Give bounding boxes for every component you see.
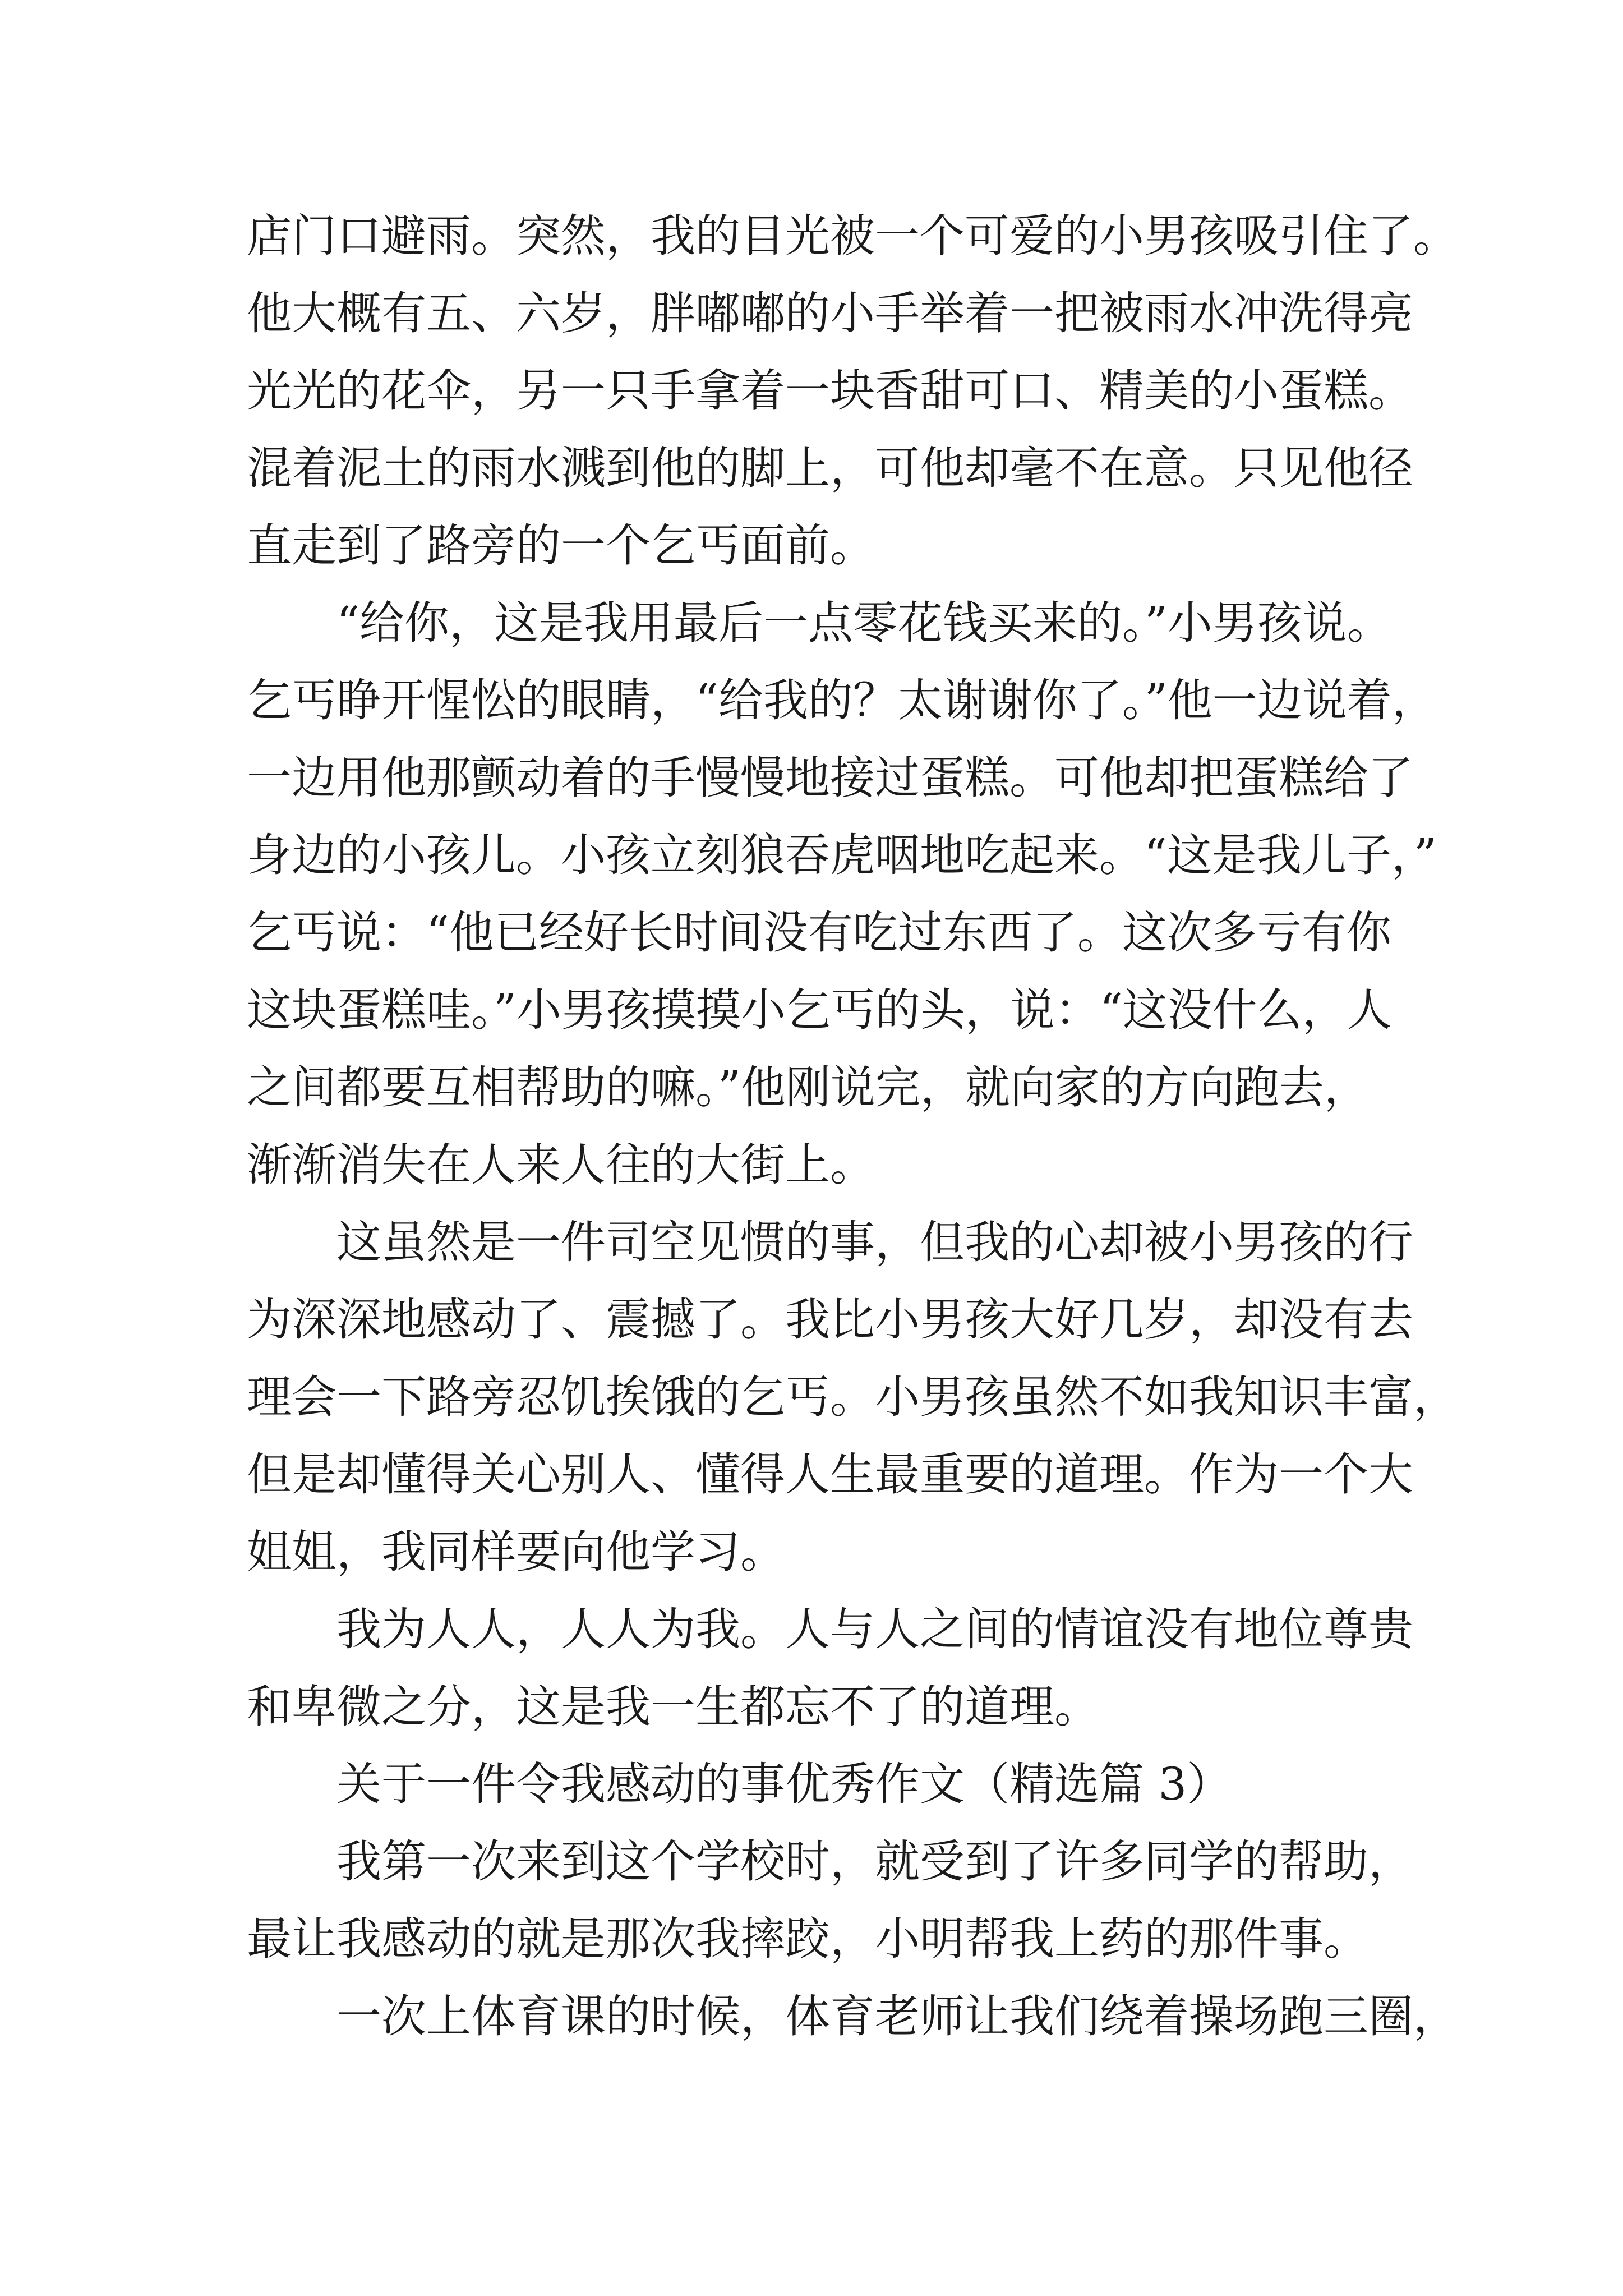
paragraph-start-line: 这虽然是一件司空见惯的事，但我的心却被小男孩的行 xyxy=(336,1216,1413,1268)
text-line: 理会一下路旁忍饥挨饿的乞丐。小男孩虽然不如我知识丰富， xyxy=(247,1371,1458,1423)
paragraph-start-line: 一次上体育课的时候，体育老师让我们绕着操场跑三圈， xyxy=(336,1990,1458,2042)
section-heading: 关于一件令我感动的事优秀作文（精选篇 3） xyxy=(336,1758,1232,1810)
text-line: 直走到了路旁的一个乞丐面前。 xyxy=(247,519,875,572)
text-line: 他大概有五、六岁，胖嘟嘟的小手举着一把被雨水冲洗得亮 xyxy=(247,287,1413,339)
text-line: 这块蛋糕哇。”小男孩摸摸小乞丐的头，说：“这没什么，人 xyxy=(247,984,1392,1036)
text-line: 但是却懂得关心别人、懂得人生最重要的道理。作为一个大 xyxy=(247,1448,1413,1501)
text-line: 一边用他那颤动着的手慢慢地接过蛋糕。可他却把蛋糕给了 xyxy=(247,752,1413,804)
text-line: 混着泥土的雨水溅到他的脚上，可他却毫不在意。只见他径 xyxy=(247,442,1413,494)
text-line: 姐姐，我同样要向他学习。 xyxy=(247,1526,785,1578)
text-line: 和卑微之分，这是我一生都忘不了的道理。 xyxy=(247,1681,1099,1733)
text-line: 乞丐说：“他已经好长时间没有吃过东西了。这次多亏有你 xyxy=(247,907,1391,959)
text-line: 店门口避雨。突然，我的目光被一个可爱的小男孩吸引住了。 xyxy=(247,210,1458,262)
paragraph-start-line: 我第一次来到这个学校时，就受到了许多同学的帮助， xyxy=(336,1835,1413,1888)
text-line: 光光的花伞，另一只手拿着一块香甜可口、精美的小蛋糕。 xyxy=(247,365,1413,417)
article-body xyxy=(247,197,1458,2055)
text-line: 之间都要互相帮助的嘛。”他刚说完，就向家的方向跑去， xyxy=(247,1061,1369,1114)
text-line: 为深深地感动了、震撼了。我比小男孩大好几岁，却没有去 xyxy=(247,1294,1413,1346)
text-line: 身边的小孩儿。小孩立刻狼吞虎咽地吃起来。“这是我儿子，” xyxy=(247,829,1437,881)
text-line: 最让我感动的就是那次我摔跤，小明帮我上药的那件事。 xyxy=(247,1913,1368,1965)
text-line: 乞丐睁开惺忪的眼睛，“给我的？太谢谢你了。”他一边说着， xyxy=(247,674,1437,726)
paragraph-start-line: 我为人人，人人为我。人与人之间的情谊没有地位尊贵 xyxy=(336,1603,1413,1655)
text-line: 渐渐消失在人来人往的大街上。 xyxy=(247,1139,875,1191)
paragraph-start-line: “给你，这是我用最后一点零花钱买来的。”小男孩说。 xyxy=(336,597,1392,649)
